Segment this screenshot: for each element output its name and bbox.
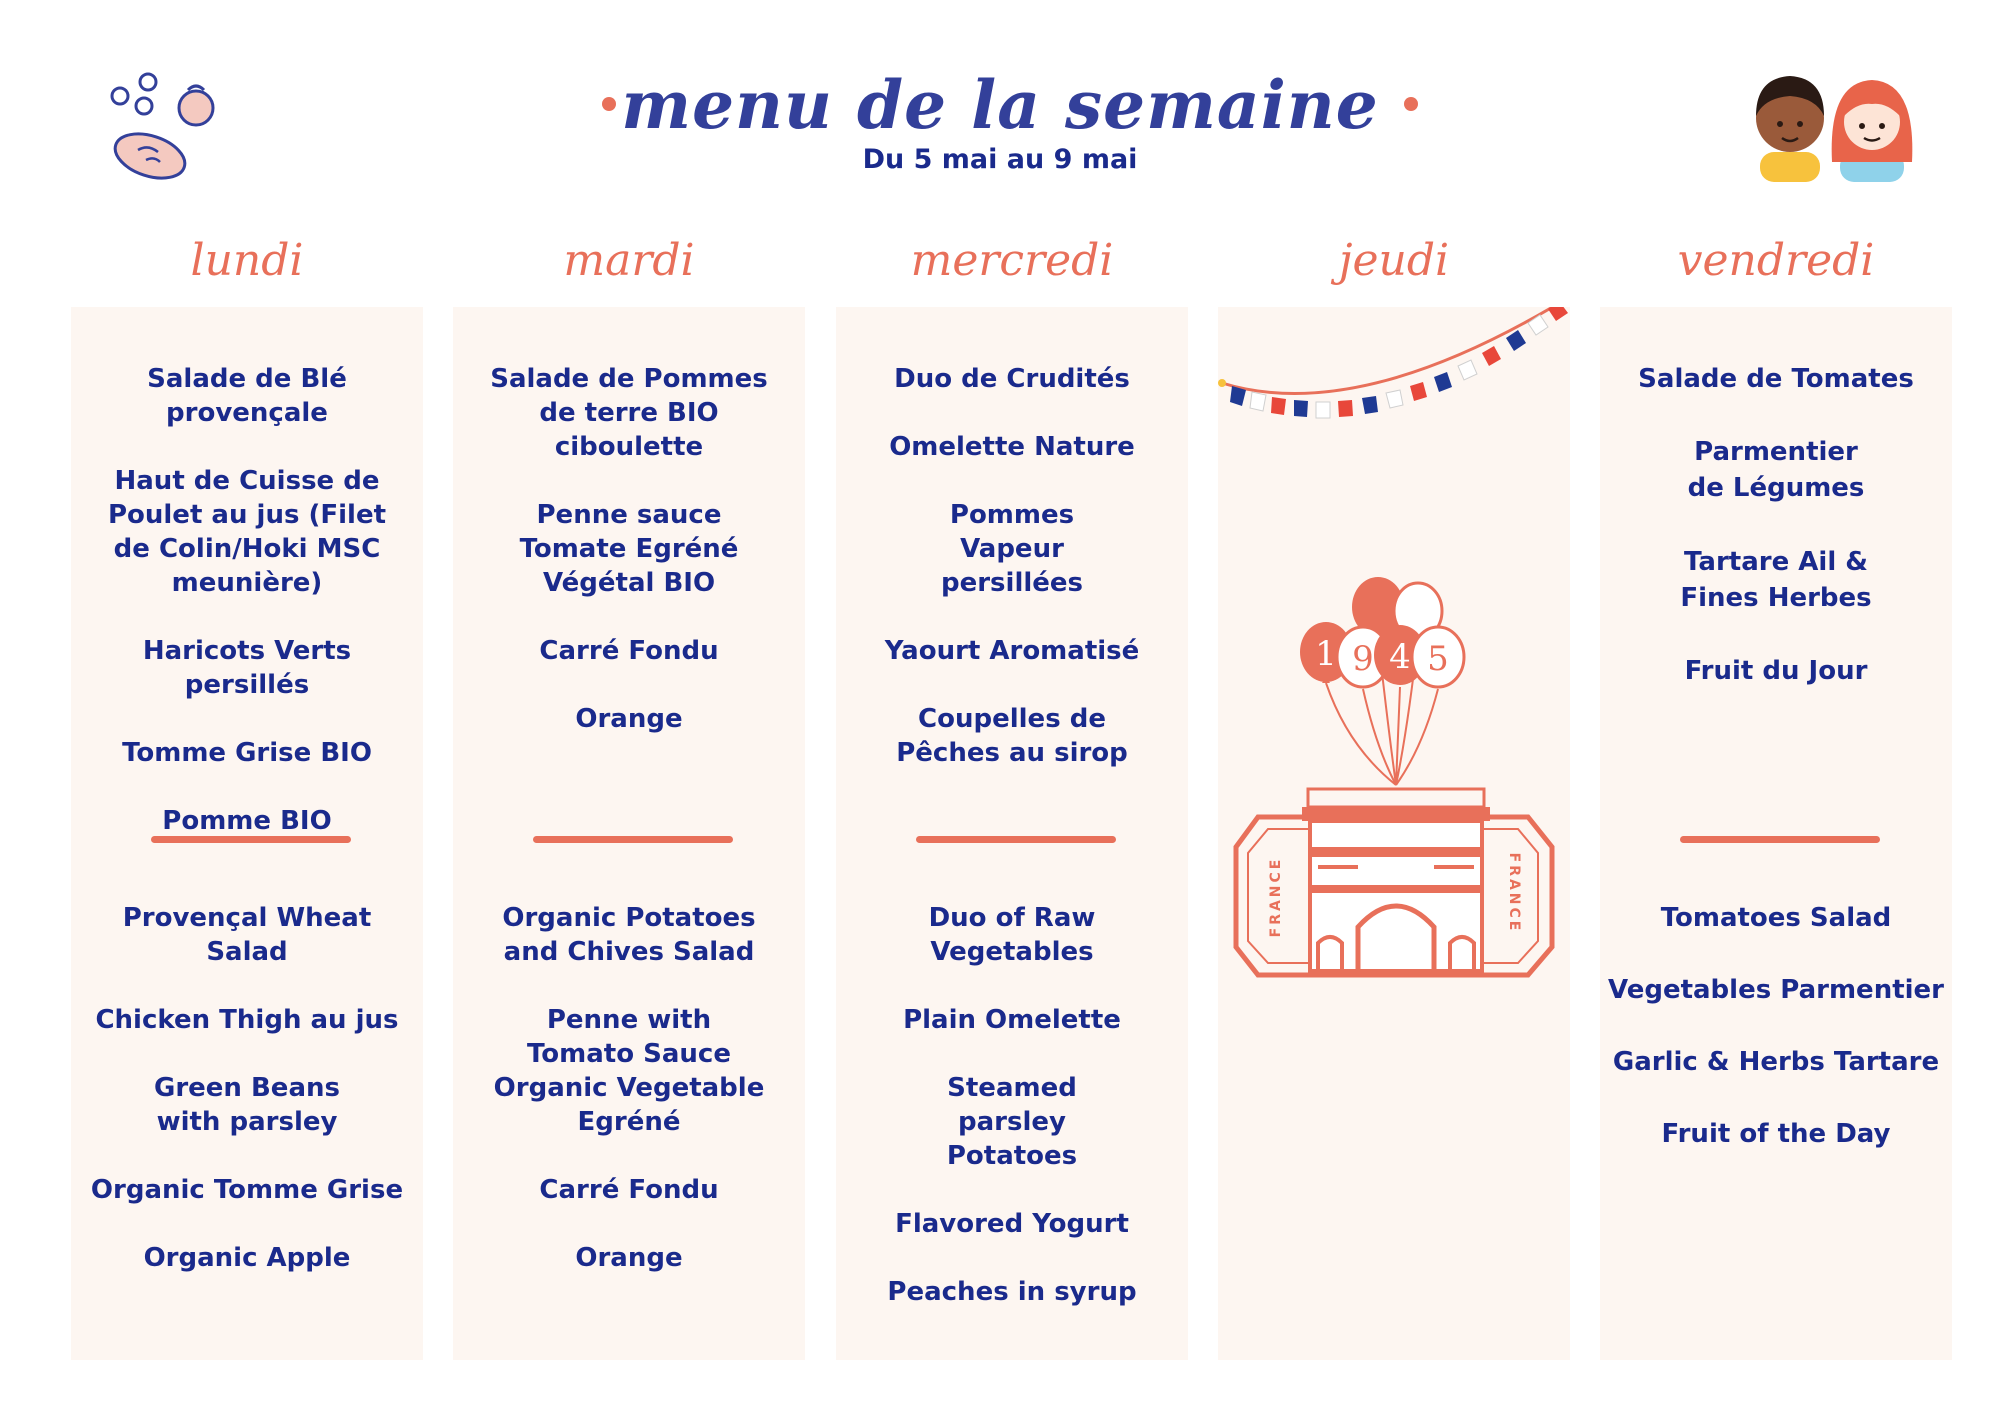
dish-fr: Pommes Vapeur persillées — [940, 500, 1084, 598]
header — [0, 60, 2000, 175]
menu-en-mardi — [453, 901, 805, 1309]
dish-en: Peaches in syrup — [887, 1277, 1137, 1307]
day-label-vendredi: vendredi — [1677, 235, 1875, 286]
balloon-4 — [1412, 627, 1464, 687]
dish-fr: Orange — [575, 704, 683, 734]
dish-en: Fruit of the Day — [1661, 1119, 1891, 1149]
dish-fr: Fruit du Jour — [1684, 656, 1868, 686]
flag-bunting — [1218, 307, 1570, 418]
dish-en: Green Beans with parsley — [154, 1073, 340, 1137]
balloon-digit-2: 9 — [1352, 639, 1374, 679]
column-vendredi — [1600, 307, 1952, 1360]
day-label-mercredi: mercredi — [910, 235, 1114, 286]
children-illustration — [1744, 66, 1924, 182]
menu-fr-lundi — [71, 362, 423, 872]
divider — [533, 836, 733, 843]
column-jeudi — [1218, 307, 1570, 1360]
dish-en: Duo of Raw Vegetables — [928, 903, 1096, 967]
page-title: menu de la semaine — [621, 66, 1379, 144]
column-mardi — [453, 307, 805, 1360]
dish-en: Plain Omelette — [903, 1005, 1121, 1035]
date-range: Du 5 mai au 9 mai — [862, 144, 1138, 175]
menu-fr-mardi — [453, 362, 805, 770]
divider — [1680, 836, 1880, 843]
dish-en: Flavored Yogurt — [895, 1209, 1129, 1239]
menu-fr-mercredi — [836, 362, 1188, 804]
balloon-digit-1: 1 — [1315, 634, 1337, 674]
dish-fr: Haricots Verts persillés — [142, 636, 352, 700]
stamp-label-right: FRANCE — [1506, 852, 1522, 934]
dish-fr: Tartare Ail & Fines Herbes — [1680, 547, 1872, 613]
dish-fr: Salade de Blé provençale — [147, 364, 347, 428]
victory-day-artwork — [1218, 307, 1570, 1360]
dish-fr: Pomme BIO — [162, 806, 332, 836]
dish-en: Organic Potatoes and Chives Salad — [502, 903, 756, 967]
day-label-lundi: lundi — [190, 235, 304, 286]
dish-fr: Duo de Crudités — [894, 364, 1130, 394]
dish-en: Carré Fondu — [539, 1175, 719, 1205]
dish-en: Chicken Thigh au jus — [95, 1005, 399, 1035]
dish-fr: Coupelles de Pêches au sirop — [896, 704, 1128, 768]
dish-en: Garlic & Herbs Tartare — [1612, 1047, 1940, 1077]
dish-fr: Penne sauce Tomate Egréné Végétal BIO — [519, 500, 739, 598]
menu-fr-vendredi — [1600, 362, 1952, 722]
dish-en: Provençal Wheat Salad — [122, 903, 372, 967]
column-lundi — [71, 307, 423, 1360]
stamp-label-left: FRANCE — [1268, 856, 1284, 938]
dish-en: Vegetables Parmentier — [1608, 975, 1944, 1005]
dish-en: Orange — [575, 1243, 683, 1273]
balloon-digit-3: 4 — [1389, 637, 1411, 677]
dish-en: Steamed parsley Potatoes — [946, 1073, 1078, 1171]
menu-en-mercredi — [836, 901, 1188, 1343]
dish-fr: Carré Fondu — [539, 636, 719, 666]
dish-fr: Parmentier de Légumes — [1687, 437, 1865, 503]
dish-fr: Salade de Pommes de terre BIO ciboulette — [490, 364, 768, 462]
dish-fr: Salade de Tomates — [1638, 364, 1914, 394]
dish-en: Penne with Tomato Sauce Organic Vegetable Egréné — [493, 1005, 765, 1137]
column-mercredi — [836, 307, 1188, 1360]
day-label-mardi: mardi — [563, 235, 695, 286]
dish-en: Organic Tomme Grise — [90, 1175, 404, 1205]
dish-fr: Tomme Grise BIO — [122, 738, 372, 768]
divider — [916, 836, 1116, 843]
divider — [151, 836, 351, 843]
balloon-digit-4: 5 — [1427, 639, 1449, 679]
menu-en-vendredi — [1600, 901, 1952, 1185]
dish-fr: Yaourt Aromatisé — [884, 636, 1140, 666]
dish-fr: Omelette Nature — [889, 432, 1135, 462]
dish-en: Tomatoes Salad — [1660, 903, 1892, 933]
day-label-jeudi: jeudi — [1338, 235, 1450, 286]
dish-fr: Haut de Cuisse de Poulet au jus (Filet de Colin/Hoki MSC meunière) — [107, 466, 387, 598]
dish-en: Organic Apple — [143, 1243, 351, 1273]
menu-en-lundi — [71, 901, 423, 1309]
